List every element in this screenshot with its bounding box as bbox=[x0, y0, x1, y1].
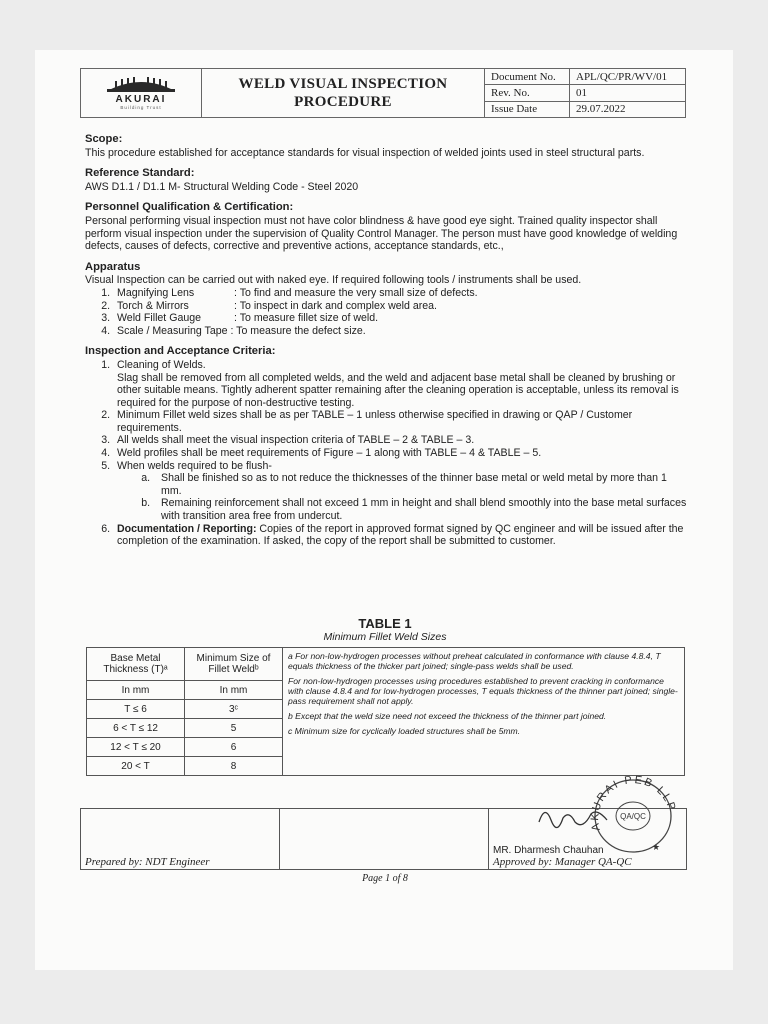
personnel-heading: Personnel Qualification & Certification: bbox=[85, 201, 294, 214]
approved-by-cell: MR. Dharmesh Chauhan Approved by: Manager QA-QC bbox=[489, 809, 687, 870]
list-item: b. Remaining reinforcement shall not exceed 1 mm in height and shall blend smoothly into the base metal surfaces with transition area free from undercut. bbox=[153, 497, 690, 522]
table-cell: 8 bbox=[185, 757, 283, 776]
table-cell: 5 bbox=[185, 719, 283, 738]
reference-text: AWS D1.1 / D1.1 M- Structural Welding Code - Steel 2020 bbox=[85, 180, 359, 193]
table-cell: T ≤ 6 bbox=[87, 700, 185, 719]
table-cell: In mm bbox=[185, 681, 283, 700]
svg-text:AKURAI PEB LLP: AKURAI PEB LLP bbox=[589, 774, 678, 832]
criteria-heading: Inspection and Acceptance Criteria: bbox=[85, 345, 276, 358]
document-header bbox=[80, 68, 686, 118]
svg-text:AKURAI: AKURAI bbox=[115, 93, 167, 105]
blank-cell bbox=[280, 809, 489, 870]
scope-heading: Scope: bbox=[85, 133, 123, 145]
approver-name: MR. Dharmesh Chauhan bbox=[493, 845, 604, 856]
issue-date: 29.07.2022 bbox=[570, 101, 686, 117]
personnel-text: Personal performing visual inspection must not have color blindness & have good eye sight. Trained quality inspector shall perform visual inspection under the supervision of Quality Control Manager. The person must have good knowledge of welding defects, causes of defects, corrective and preventive actions, acceptance standards, etc., bbox=[85, 214, 678, 253]
table-notes: a For non-low-hydrogen processes without preheat calculated in conformance with clause 4.8.4, T equals thickness of the thicker part joined; single-pass welds shall be used. For non-low-hydrogen processes using procedures established to prevent cracking in conformance with clause 4.8.4 and for low-hydrogen processes, T equals thickness of the thinner part joined; single-pass requirement shall not apply. b Except that the weld size need not exceed the thickness of the thinner part joined. c Minimum size for cyclically loaded structures shall be 5mm. bbox=[283, 648, 685, 776]
flush-sublist bbox=[117, 472, 690, 522]
list-item: 1. Magnifying Lens : To find and measure the very small size of defects. bbox=[113, 287, 690, 300]
list-item: 2. Torch & Mirrors : To inspect in dark and complex weld area. bbox=[113, 300, 690, 313]
meta-key: Document No. bbox=[485, 69, 570, 85]
table-row bbox=[87, 648, 685, 681]
scope-text: This procedure established for acceptance standards for visual inspection of welded joints used in steel structural parts. bbox=[85, 146, 645, 159]
meta-key: Issue Date bbox=[485, 101, 570, 117]
fillet-weld-table bbox=[86, 647, 685, 776]
table-cell: 6 bbox=[185, 738, 283, 757]
table-cell: In mm bbox=[87, 681, 185, 700]
table1-subtitle: Minimum Fillet Weld Sizes bbox=[323, 631, 447, 643]
document-body bbox=[85, 133, 690, 548]
table1-title: TABLE 1 bbox=[358, 616, 412, 631]
reference-heading: Reference Standard: bbox=[85, 167, 195, 180]
table-cell: 3ᶜ bbox=[185, 700, 283, 719]
table-cell: 6 < T ≤ 12 bbox=[87, 719, 185, 738]
apparatus-heading: Apparatus bbox=[85, 260, 141, 273]
table-cell: 20 < T bbox=[87, 757, 185, 776]
list-item: 3. Weld Fillet Gauge : To measure fillet size of weld. bbox=[113, 312, 690, 325]
prepared-by-cell: Prepared by: NDT Engineer bbox=[81, 809, 280, 870]
revision-number: 01 bbox=[570, 85, 686, 101]
list-item: 1. Cleaning of Welds. Slag shall be removed from all completed welds, and the weld and adjacent base metal shall be cleaned by brushing or other suitable means. Tightly adherent spatter remaining after the cleaning operation is acceptable, unless its removal is required for the purpose of non-destructive testing. bbox=[113, 359, 690, 409]
apparatus-intro: Visual Inspection can be carried out with naked eye. If required following tools / instruments shall be used. bbox=[85, 274, 582, 287]
svg-text:QA/QC: QA/QC bbox=[620, 812, 646, 821]
table-header-cell: Minimum Size of Fillet Weldᵇ bbox=[185, 648, 283, 681]
document-number: APL/QC/PR/WV/01 bbox=[570, 69, 686, 85]
approver-signature bbox=[535, 800, 615, 840]
page-number: Page 1 of 8 bbox=[362, 873, 408, 884]
list-item: 5. When welds required to be flush- a. Shall be finished so as to not reduce the thicknesses of the thinner base metal or weld metal by more than 1 mm. b. Remaining reinforcement shall not exceed 1 mm in height and shall blend smoothly into the base metal surfaces with transition area free from undercut. bbox=[113, 460, 690, 523]
meta-key: Rev. No. bbox=[485, 85, 570, 101]
list-item: a. Shall be finished so as to not reduce the thicknesses of the thinner base metal or weld metal by more than 1 mm. bbox=[153, 472, 690, 497]
list-item: 6. Documentation / Reporting: Copies of the report in approved format signed by QC engineer and will be issued after the completion of the examination. If asked, the copy of the report shall be submitted to customer. bbox=[113, 523, 690, 548]
company-logo bbox=[81, 69, 202, 118]
document-title: WELD VISUAL INSPECTION PROCEDURE bbox=[202, 69, 485, 118]
tools-list bbox=[85, 287, 690, 337]
table-cell: 12 < T ≤ 20 bbox=[87, 738, 185, 757]
list-item: 3. All welds shall meet the visual inspection criteria of TABLE – 2 & TABLE – 3. bbox=[113, 434, 690, 447]
table-header-cell: Base Metal Thickness (T)ᵃ bbox=[87, 648, 185, 681]
list-item: 4. Weld profiles shall be meet requirements of Figure – 1 along with TABLE – 4 & TABLE – 5. bbox=[113, 447, 690, 460]
list-item: 4. Scale / Measuring Tape : To measure the defect size. bbox=[113, 325, 690, 338]
list-item: 2. Minimum Fillet weld sizes shall be as per TABLE – 1 unless otherwise specified in drawing or QAP / Customer requirements. bbox=[113, 409, 690, 434]
criteria-list bbox=[85, 359, 690, 548]
svg-text:★: ★ bbox=[652, 842, 661, 852]
svg-text:Building Trust: Building Trust bbox=[120, 104, 162, 110]
